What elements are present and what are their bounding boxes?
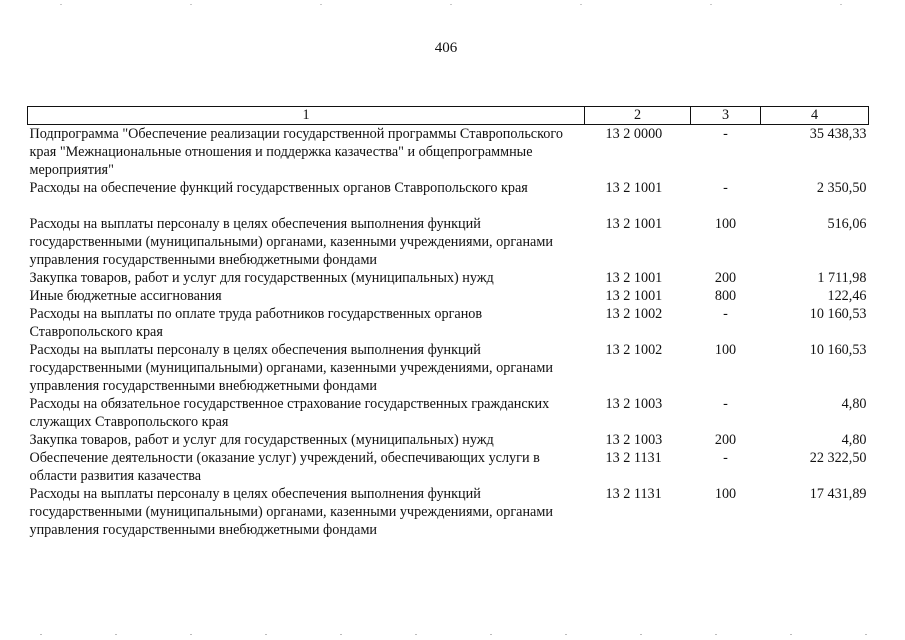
row-amount: 22 322,50 — [809, 450, 867, 466]
scan-artifact-top — [0, 4, 905, 5]
row-code: 13 2 1001 — [605, 270, 663, 286]
row-amount: 4,80 — [841, 432, 867, 448]
row-name: Закупка товаров, работ и услуг для государственных (муниципальных) нужд — [29, 432, 494, 448]
row-code: 13 2 1001 — [605, 216, 663, 232]
table-row — [28, 287, 869, 305]
row-amount: 516,06 — [827, 216, 867, 232]
column-header-amount: 4 — [761, 107, 869, 125]
page-number: 406 — [434, 40, 458, 56]
column-header-type: 3 — [691, 107, 761, 125]
row-name: Подпрограмма "Обеспечение реализации государственной программы Ставропольского края "Межнациональные отношения и поддержка казачества" и общепрограммные мероприятия" — [29, 126, 563, 178]
row-name: Расходы на выплаты персоналу в целях обеспечения выполнения функций государственными (муниципальными) органами, казенными учреждениями, органами управления государственными внебюджетными фондами — [29, 486, 553, 538]
row-name: Расходы на выплаты персоналу в целях обеспечения выполнения функций государственными (муниципальными) органами, казенными учреждениями, органами управления государственными внебюджетными фондами — [29, 216, 553, 268]
row-name: Расходы на выплаты персоналу в целях обеспечения выполнения функций государственными (муниципальными) органами, казенными учреждениями, органами управления государственными внебюджетными фондами — [29, 342, 553, 394]
row-amount: 1 711,98 — [817, 270, 867, 286]
row-name: Иные бюджетные ассигнования — [29, 288, 222, 304]
row-name: Расходы на обеспечение функций государственных органов Ставропольского края — [29, 180, 528, 196]
row-amount: 10 160,53 — [809, 342, 867, 358]
row-code: 13 2 1131 — [605, 486, 662, 502]
table-row — [28, 431, 869, 449]
column-header-code: 2 — [585, 107, 691, 125]
table-row — [28, 179, 869, 215]
header-row — [28, 107, 869, 125]
table-row — [28, 215, 869, 269]
column-header-name: 1 — [28, 107, 585, 125]
row-type: - — [723, 306, 728, 322]
row-type: 200 — [714, 432, 737, 448]
row-code: 13 2 0000 — [605, 126, 663, 142]
row-type: 100 — [714, 486, 737, 502]
scan-artifact-bottom — [0, 634, 905, 635]
row-type: - — [723, 450, 728, 466]
row-name: Расходы на выплаты по оплате труда работников государственных органов Ставропольского края — [29, 306, 483, 340]
row-amount: 122,46 — [827, 288, 867, 304]
row-code: 13 2 1001 — [605, 288, 663, 304]
table-row — [28, 395, 869, 431]
row-type: 100 — [714, 342, 737, 358]
table-row — [28, 269, 869, 287]
table-row — [28, 305, 869, 341]
table-body — [28, 125, 869, 540]
row-amount: 10 160,53 — [809, 306, 867, 322]
row-code: 13 2 1131 — [605, 450, 662, 466]
row-name: Закупка товаров, работ и услуг для государственных (муниципальных) нужд — [29, 270, 494, 286]
row-type: - — [723, 126, 728, 142]
row-name: Расходы на обязательное государственное страхование государственных гражданских служащих Ставропольского края — [29, 396, 550, 430]
row-type: - — [723, 180, 728, 196]
table-row — [28, 125, 869, 180]
row-type: 200 — [714, 270, 737, 286]
row-code: 13 2 1003 — [605, 396, 663, 412]
row-code: 13 2 1003 — [605, 432, 663, 448]
row-code: 13 2 1002 — [605, 306, 663, 322]
table-row — [28, 341, 869, 395]
table-header — [28, 107, 869, 125]
row-type: 800 — [714, 288, 737, 304]
row-code: 13 2 1001 — [605, 180, 663, 196]
row-amount: 4,80 — [841, 396, 867, 412]
row-type: 100 — [714, 216, 737, 232]
row-amount: 2 350,50 — [816, 180, 867, 196]
row-type: - — [723, 396, 728, 412]
table-row — [28, 485, 869, 539]
row-name: Обеспечение деятельности (оказание услуг) учреждений, обеспечивающих услуги в области развития казачества — [29, 450, 540, 484]
row-amount: 17 431,89 — [809, 486, 867, 502]
budget-table — [27, 106, 869, 539]
table-row — [28, 449, 869, 485]
row-amount: 35 438,33 — [809, 126, 867, 142]
row-code: 13 2 1002 — [605, 342, 663, 358]
